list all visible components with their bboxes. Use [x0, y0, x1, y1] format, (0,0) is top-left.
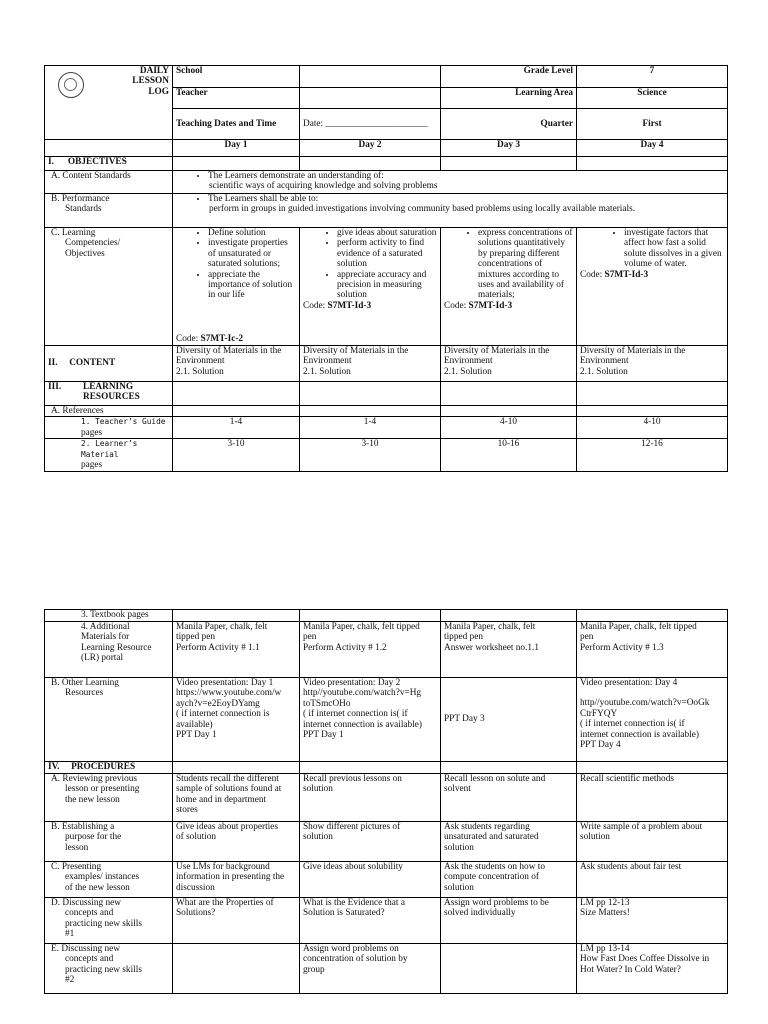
- title-cell: [45, 66, 173, 140]
- tg-pages-day-3: 4-10: [441, 417, 577, 439]
- day-3-header: Day 3: [441, 140, 577, 157]
- youtube-link-day-1[interactable]: https://www.youtube.com/w aych?v=e2EoyDYamg: [176, 688, 282, 709]
- day-4-header: Day 4: [577, 140, 728, 157]
- school-value[interactable]: [300, 66, 441, 88]
- learners-material-label: 2. Learner’s Material pages: [45, 439, 173, 471]
- tg-pages-day-4: 4-10: [577, 417, 728, 439]
- procedure-d-day-4: LM pp 12-13 Size Matters!: [577, 898, 728, 944]
- performance-standards-label: B. Performance Standards: [45, 194, 173, 228]
- content-standards-text: • The Learners demonstrate an understanding of: scientific ways of acquiring knowledge and solving problems: [173, 171, 728, 194]
- procedure-c-day-3: Ask the students on how to compute concentration of solution: [441, 862, 577, 898]
- learning-resources-heading: III. LEARNING RESOURCES: [45, 382, 173, 406]
- lm-pages-day-4: 12-16: [577, 439, 728, 471]
- additional-day-2: Manila Paper, chalk, felt tipped pen Perform Activity # 1.2: [300, 622, 441, 678]
- youtube-link-day-4[interactable]: http//youtube.com/watch?v=OoGk CtrFYQY: [580, 698, 710, 719]
- performance-standards-text: • The Learners shall be able to: perform in groups in guided investigations involving community based problems using locally available materials.: [173, 194, 728, 228]
- procedure-c-day-2: Give ideas about solubility: [300, 862, 441, 898]
- procedure-c-label: C. Presenting examples/ instances of the new lesson: [45, 862, 173, 898]
- additional-materials-label: 4. Additional Materials for Learning Resource (LR) portal: [45, 622, 173, 678]
- learning-area-label: Learning Area: [441, 88, 577, 109]
- procedure-e-day-2: Assign word problems on concentration of solution by group: [300, 944, 441, 994]
- learning-area-value: Science: [577, 88, 728, 109]
- lm-pages-day-1: 3-10: [173, 439, 300, 471]
- teachers-guide-label: 1. Teacher’s Guide pages: [45, 417, 173, 439]
- content-day-2: Diversity of Materials in the Environment 2.1. Solution: [300, 346, 441, 382]
- code-day-4: S7MT-Id-3: [604, 269, 649, 280]
- procedure-b-day-3: Ask students regarding unsaturated and saturated solution: [441, 822, 577, 862]
- teacher-label: Teacher: [173, 88, 300, 109]
- title-lesson: LESSON: [132, 76, 169, 87]
- lm-pages-day-3: 10-16: [441, 439, 577, 471]
- procedure-e-day-3: [441, 944, 577, 994]
- content-day-1: Diversity of Materials in the Environment 2.1. Solution: [173, 346, 300, 382]
- grade-level-label: Grade Level: [441, 66, 577, 88]
- code-day-1: S7MT-Ic-2: [200, 333, 244, 344]
- teaching-dates-label: Teaching Dates and Time: [173, 109, 300, 140]
- procedure-d-label: D. Discussing new concepts and practicing new skills #1: [45, 898, 173, 944]
- additional-day-3: Manila Paper, chalk, felt tipped pen Answer worksheet no.1.1: [441, 622, 577, 678]
- content-day-3: Diversity of Materials in the Environment 2.1. Solution: [441, 346, 577, 382]
- lesson-log-table-page-1: [44, 65, 728, 472]
- procedure-a-day-1: Students recall the different sample of solutions found at home and in department stores: [173, 774, 300, 822]
- procedure-d-day-2: What is the Evidence that a Solution is Saturated?: [300, 898, 441, 944]
- procedure-d-day-1: What are the Properties of Solutions?: [173, 898, 300, 944]
- procedure-e-day-4: LM pp 13-14 How Fast Does Coffee Dissolve in Hot Water? In Cold Water?: [577, 944, 728, 994]
- competencies-day-2: • give ideas about saturation • perform activity to find evidence of a saturated solution • appreciate accuracy and precision in measuring solution Code: S7MT-Id-3: [300, 228, 441, 346]
- procedure-c-day-1: Use LMs for background information in presenting the discussion: [173, 862, 300, 898]
- youtube-link-day-2[interactable]: http//youtube.com/watch?v=Hg toTSmcOHo: [303, 688, 422, 709]
- procedure-a-label: A. Reviewing previous lesson or presenting the new lesson: [45, 774, 173, 822]
- day-1-header: Day 1: [173, 140, 300, 157]
- content-day-4: Diversity of Materials in the Environment 2.1. Solution: [577, 346, 728, 382]
- other-day-1: Video presentation: Day 1 https://www.youtube.com/w aych?v=e2EoyDYamg ( if internet connection is available) PPT Day 1: [173, 678, 300, 762]
- objectives-heading: I. OBJECTIVES: [45, 157, 173, 171]
- textbook-pages-label: 3. Textbook pages: [45, 610, 173, 622]
- teacher-value[interactable]: [300, 88, 441, 109]
- procedure-a-day-4: Recall scientific methods: [577, 774, 728, 822]
- procedure-e-day-1: [173, 944, 300, 994]
- procedure-b-day-2: Show different pictures of solution: [300, 822, 441, 862]
- competencies-label: C. Learning Competencies/ Objectives: [45, 228, 173, 346]
- procedure-a-day-2: Recall previous lessons on solution: [300, 774, 441, 822]
- procedure-b-day-4: Write sample of a problem about solution: [577, 822, 728, 862]
- additional-day-1: Manila Paper, chalk, felt tipped pen Perform Activity # 1.1: [173, 622, 300, 678]
- procedure-a-day-3: Recall lesson on solute and solvent: [441, 774, 577, 822]
- lm-pages-day-2: 3-10: [300, 439, 441, 471]
- tg-pages-day-2: 1-4: [300, 417, 441, 439]
- other-day-3: PPT Day 3: [441, 678, 577, 762]
- content-heading: II. CONTENT: [45, 346, 173, 382]
- title-log: LOG: [148, 86, 169, 97]
- school-label: School: [173, 66, 300, 88]
- other-day-2: Video presentation: Day 2 http//youtube.com/watch?v=Hg toTSmcOHo ( if internet connection is( if internet connection is available) PPT Day 1: [300, 678, 441, 762]
- procedure-d-day-3: Assign word problems to be solved individually: [441, 898, 577, 944]
- references-label: A. References: [45, 406, 173, 417]
- day-2-header: Day 2: [300, 140, 441, 157]
- quarter-value: First: [577, 109, 728, 140]
- title-daily: DAILY: [139, 66, 169, 76]
- competencies-day-1: • Define solution • investigate properties of unsaturated or saturated solutions; • appreciate the importance of solution in our life Code: S7MT-Ic-2: [173, 228, 300, 346]
- tg-pages-day-1: 1-4: [173, 417, 300, 439]
- quarter-label: Quarter: [441, 109, 577, 140]
- competencies-day-4: • investigate factors that affect how fast a solid solute dissolves in a given volume of water. Code: S7MT-Id-3: [577, 228, 728, 346]
- additional-day-4: Manila Paper, chalk, felt tipped pen Perform Activity # 1.3: [577, 622, 728, 678]
- competencies-day-3: • express concentrations of solutions quantitatively by preparing different concentrations of mixtures according to uses and availability of materials; Code: S7MT-Id-3: [441, 228, 577, 346]
- lesson-log-table-page-2: [44, 609, 728, 994]
- other-day-4: Video presentation: Day 4 http//youtube.com/watch?v=OoGk CtrFYQY ( if internet connection is( if internet connection is available) PPT Day 4: [577, 678, 728, 762]
- code-day-2: S7MT-Id-3: [327, 300, 372, 311]
- deped-seal-logo: [58, 72, 84, 98]
- procedure-c-day-4: Ask students about fair test: [577, 862, 728, 898]
- other-resources-label: B. Other Learning Resources: [45, 678, 173, 762]
- procedures-heading: IV. PROCEDURES: [45, 762, 173, 774]
- procedure-b-label: B. Establishing a purpose for the lesson: [45, 822, 173, 862]
- date-field[interactable]: Date: ______________________: [300, 109, 441, 140]
- procedure-b-day-1: Give ideas about properties of solution: [173, 822, 300, 862]
- procedure-e-label: E. Discussing new concepts and practicing new skills #2: [45, 944, 173, 994]
- content-standards-label: A. Content Standards: [45, 171, 173, 194]
- code-day-3: S7MT-Id-3: [468, 300, 513, 311]
- grade-level-value: 7: [577, 66, 728, 88]
